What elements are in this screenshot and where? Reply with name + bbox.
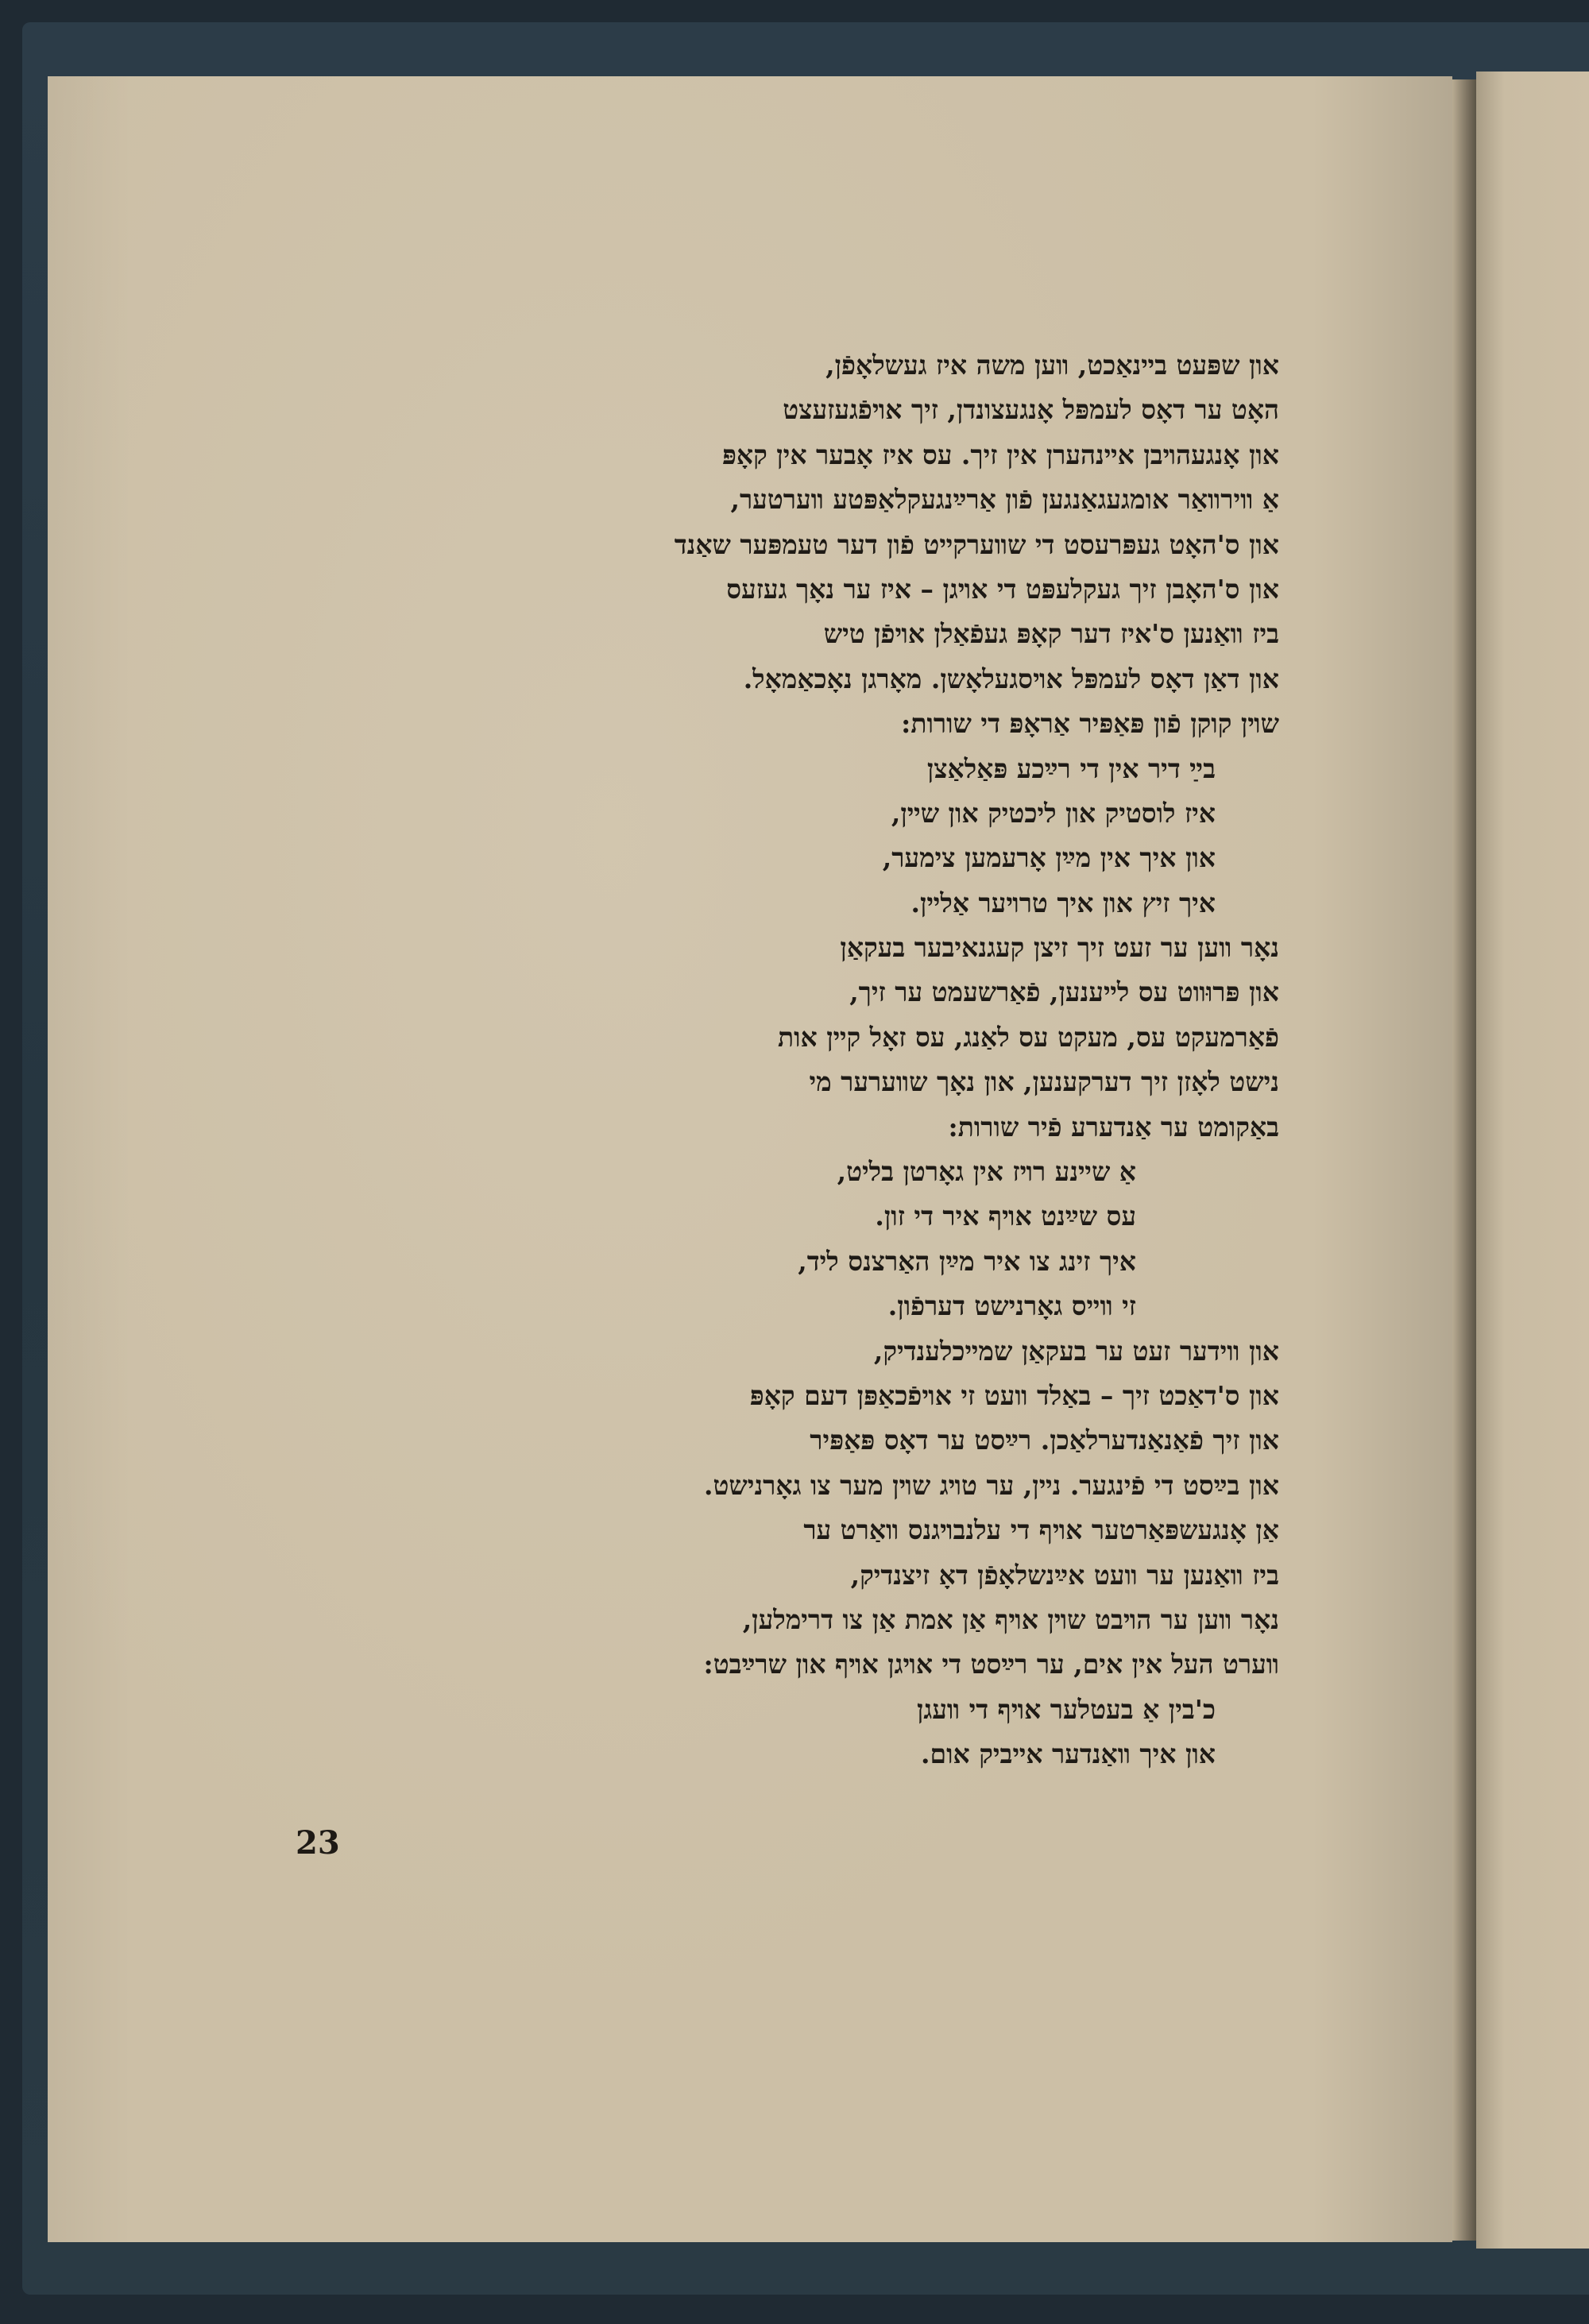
text-line: און איך װאַנדער אײביק אום. — [921, 1738, 1216, 1770]
text-line: איז לוסטיק און ליכטיק און שײן, — [891, 797, 1216, 829]
text-line: און ס'דאַכט זיך – באַלד װעט זי אױפֿכאַפּן דעם קאָפּ — [749, 1379, 1279, 1411]
text-line: און זיך פֿאַנאַנדערלאַכן. רײַסט ער דאָס פּאַפּיר — [810, 1425, 1279, 1456]
text-line: אַן אָנגעשפּאַרטער אױף די עלנבױגנס װאַרט ער — [803, 1514, 1279, 1546]
text-line: בײַ דיר אין די רײַכע פּאַלאַצן — [926, 752, 1216, 784]
text-line: און דאַן דאָס לעמפּל אױסגעלאָשן. מאָרגן נאָכאַמאָל. — [743, 663, 1279, 694]
text-line: װערט העל אין אים, ער רײַסט די אױגן אױף און שרײַבט: — [703, 1649, 1279, 1680]
text-line: נאָר װען ער זעט זיך זיצן קעגנאיבער בעקאַן — [840, 932, 1279, 964]
text-line: כ'בין אַ בעטלער אױף די װעגן — [916, 1693, 1216, 1725]
text-line: און פּרוּװט עס לײענען, פֿאַרשעמט ער זיך, — [849, 976, 1279, 1008]
text-line: און איך אין מײַן אָרעמען צימער, — [882, 842, 1216, 874]
text-line: נאָר װען ער הױבט שױן אױף אַן אמת אַן צו דרימלען, — [742, 1603, 1279, 1635]
page-gutter — [1452, 79, 1476, 2241]
text-line: ביז װאַנען ער װעט אײַנשלאָפֿן דאָ זיצנדיק, — [850, 1559, 1279, 1591]
text-line: פֿאַרמעקט עס, מעקט עס לאַנג, עס זאָל קײן אות — [777, 1021, 1279, 1053]
text-line: עס שײַנט אױף איר די זון. — [875, 1201, 1136, 1232]
poem-text-block — [358, 343, 1279, 1777]
text-line: שױן קוקן פֿון פּאַפּיר אַראָפּ די שורות: — [901, 708, 1279, 740]
facing-page-edge — [1476, 72, 1589, 2249]
text-line: און שפּעט בײנאַכט, װען משה איז געשלאָפֿן, — [825, 350, 1279, 381]
text-line: אַ שײנע רױז אין גאָרטן בליט, — [837, 1156, 1136, 1188]
text-line: נישט לאָזן זיך דערקענען, און נאָך שװערער מי — [809, 1066, 1279, 1098]
text-line: און אָנגעהױבן אײנהערן אין זיך. עס איז אָבער אין קאָפּ — [721, 439, 1279, 470]
text-line: איך זינג צו איר מײַן האַרצנס ליד, — [798, 1245, 1136, 1277]
text-line: און װידער זעט ער בעקאַן שמײכלענדיק, — [873, 1335, 1279, 1367]
text-line: אַ װירװאַר אומגעגאַנגען פֿון אַרײַנגעקלאַפּטע װערטער, — [730, 484, 1279, 516]
text-line: ביז װאַנען ס'איז דער קאָפּ געפֿאַלן אױפֿן טיש — [823, 618, 1279, 650]
text-line: האָט ער דאָס לעמפּל אָנגעצונדן, זיך אױפֿגעזעצט — [783, 394, 1279, 426]
text-line: איך זיץ און איך טרױער אַלײן. — [910, 887, 1216, 918]
text-line: און בײַסט די פֿינגער. נײן, ער טױג שױן מער צו גאָרנישט. — [704, 1469, 1279, 1501]
text-line: באַקומט ער אַנדערע פֿיר שורות: — [948, 1111, 1279, 1143]
text-line: און ס'האָבן זיך געקלעפּט די אױגן – איז ער נאָך געזעס — [726, 573, 1279, 605]
text-line: און ס'האָט געפּרעסט די שװערקײט פֿון דער טעמפּער שאַנד — [674, 528, 1279, 560]
page-number: 23 — [296, 1824, 340, 1862]
text-line: זי װײס גאָרנישט דערפֿון. — [887, 1290, 1136, 1322]
